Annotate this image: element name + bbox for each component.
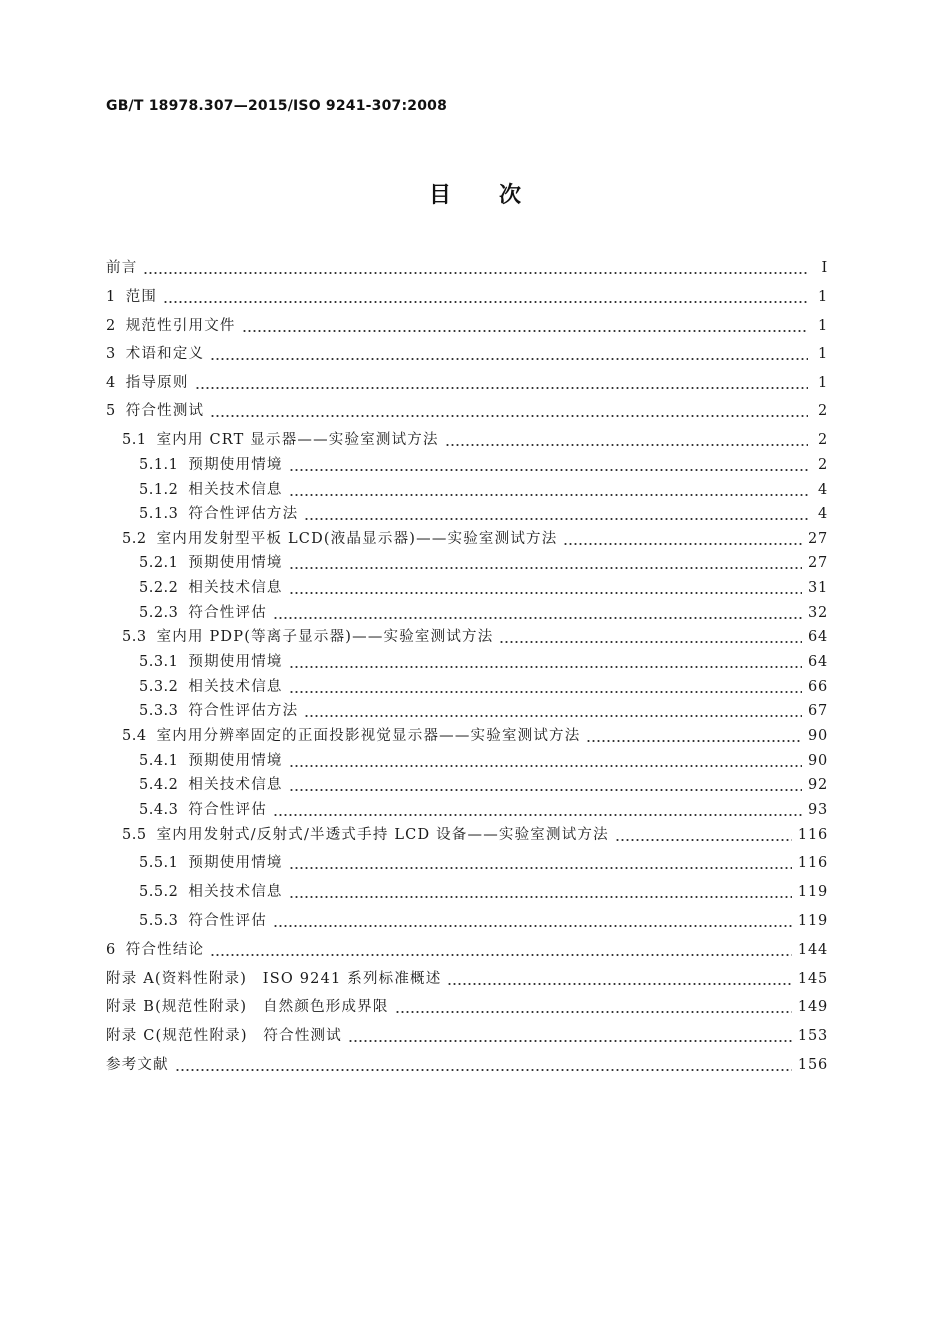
toc-entry-text: 预期使用情境 (188, 855, 283, 871)
leader-dots (447, 969, 791, 989)
leader-dots (348, 1026, 792, 1046)
toc-entry-number: 5.2.3 (139, 605, 179, 621)
toc-entry-number: 5.2.2 (139, 580, 179, 596)
leader-dots (445, 430, 808, 450)
toc-page-number: 31 (807, 580, 828, 596)
toc-entry-6[interactable] (106, 940, 828, 960)
toc-entry-text: 术语和定义 (125, 346, 205, 362)
toc-entry-foreword[interactable] (106, 258, 828, 278)
toc-page-number: 92 (807, 777, 828, 793)
leader-dots (304, 504, 808, 524)
toc-entry-5-1-2[interactable] (139, 480, 828, 500)
toc-page-number: 32 (807, 605, 828, 621)
toc-page-number: 64 (807, 654, 828, 670)
toc-entry-number: 5.2.1 (139, 555, 179, 571)
toc-page-number: 1 (817, 346, 828, 362)
toc-entry-number: 5.1.3 (139, 506, 179, 522)
document-code-header: GB/T 18978.307—2015/ISO 9241-307:2008 (106, 98, 448, 114)
leader-dots (195, 373, 808, 393)
toc-entry-text: 室内用发射式/反射式/半透式手持 LCD 设备——实验室测试方法 (156, 827, 609, 843)
toc-entry-number: 5 (106, 403, 116, 419)
toc-page-number: 1 (817, 375, 828, 391)
toc-page-number: 153 (797, 1028, 828, 1044)
toc-entry-5-3-2[interactable] (139, 677, 828, 697)
toc-entry-number: 5.4 (122, 728, 147, 744)
toc-entry-text: 室内用发射型平板 LCD(液晶显示器)——实验室测试方法 (156, 531, 558, 547)
toc-entry-5-4-1[interactable] (139, 751, 828, 771)
toc-entry-text: 相关技术信息 (188, 777, 283, 793)
toc-page-number: 90 (807, 753, 828, 769)
leader-dots (289, 751, 802, 771)
leader-dots (289, 553, 802, 573)
page-title: 目次 (428, 183, 569, 208)
toc-entry-annex-a[interactable] (106, 969, 828, 989)
toc-entry-5-5[interactable] (122, 825, 828, 845)
toc-entry-number: 5.1 (122, 432, 147, 448)
toc-entry-text: 符合性评估方法 (188, 506, 299, 522)
toc-entry-5-2-1[interactable] (139, 553, 828, 573)
toc-page-number: 2 (817, 432, 828, 448)
toc-entry-text: 相关技术信息 (188, 482, 283, 498)
toc-entry-text: 符合性评估 (188, 605, 267, 621)
toc-page-number: 66 (807, 679, 828, 695)
toc-entry-number: 4 (106, 375, 116, 391)
toc-entry-text: 规范性引用文件 (125, 318, 236, 334)
toc-page-number: 156 (797, 1057, 828, 1073)
toc-entry-5-2[interactable] (122, 529, 828, 549)
toc-entry-number: 5.4.3 (139, 802, 179, 818)
leader-dots (273, 603, 802, 623)
toc-page-number: 2 (817, 457, 828, 473)
leader-dots (210, 940, 792, 960)
toc-entry-text: 参考文献 (106, 1057, 169, 1073)
toc-page-number: 1 (817, 318, 828, 334)
toc-page-number: 149 (797, 999, 828, 1015)
toc-entry-number: 5.3.1 (139, 654, 179, 670)
leader-dots (289, 677, 802, 697)
toc-entry-4[interactable] (106, 373, 828, 393)
toc-entry-5-1-3[interactable] (139, 504, 828, 524)
toc-entry-5-5-3[interactable] (139, 911, 828, 931)
leader-dots (273, 800, 802, 820)
leader-dots (563, 529, 802, 549)
leader-dots (395, 997, 792, 1017)
leader-dots (210, 344, 808, 364)
leader-dots (499, 627, 802, 647)
toc-entry-bibliography[interactable] (106, 1055, 828, 1075)
toc-entry-number: 5.5.1 (139, 855, 179, 871)
toc-entry-number: 2 (106, 318, 116, 334)
toc-page-number: 145 (797, 971, 828, 987)
toc-entry-text: 相关技术信息 (188, 884, 283, 900)
toc-entry-text: 预期使用情境 (188, 654, 283, 670)
leader-dots (304, 701, 802, 721)
toc-entry-annex-b[interactable] (106, 997, 828, 1017)
toc-page-number: Ⅰ (821, 260, 828, 276)
toc-entry-number: 5.2 (122, 531, 147, 547)
toc-entry-text: 符合性结论 (125, 942, 205, 958)
toc-page-number: 27 (807, 531, 828, 547)
toc-entry-text: 预期使用情境 (188, 457, 283, 473)
toc-page-number: 116 (797, 855, 828, 871)
toc-entry-text: 室内用分辨率固定的正面投影视觉显示器——实验室测试方法 (156, 728, 581, 744)
leader-dots (289, 455, 808, 475)
leader-dots (289, 578, 802, 598)
leader-dots (289, 652, 802, 672)
toc-entry-number: 5.4.1 (139, 753, 179, 769)
toc-page-number: 4 (817, 506, 828, 522)
leader-dots (210, 401, 808, 421)
toc-entry-text: 附录 A(资料性附录) ISO 9241 系列标准概述 (106, 971, 442, 987)
toc-page-number: 116 (797, 827, 828, 843)
toc-page-number: 64 (807, 629, 828, 645)
toc-page-number: 144 (797, 942, 828, 958)
toc-entry-text: 室内用 CRT 显示器——实验室测试方法 (156, 432, 439, 448)
toc-entry-annex-c[interactable] (106, 1026, 828, 1046)
toc-entry-text: 符合性评估方法 (188, 703, 299, 719)
toc-entry-number: 1 (106, 289, 116, 305)
toc-entry-text: 符合性评估 (188, 802, 267, 818)
toc-page-number: 93 (807, 802, 828, 818)
toc-entry-text: 相关技术信息 (188, 679, 283, 695)
toc-entry-number: 5.5.2 (139, 884, 179, 900)
toc-entry-text: 前言 (106, 260, 138, 276)
toc-entry-number: 5.3 (122, 629, 147, 645)
toc-entry-number: 6 (106, 942, 116, 958)
leader-dots (586, 726, 801, 746)
toc-entry-5-3-3[interactable] (139, 701, 828, 721)
toc-entry-number: 5.1.1 (139, 457, 179, 473)
leader-dots (242, 316, 808, 336)
toc-page-number: 4 (817, 482, 828, 498)
toc-entry-number: 5.5.3 (139, 913, 179, 929)
leader-dots (273, 911, 792, 931)
toc-entry-2[interactable] (106, 316, 828, 336)
toc-entry-1[interactable] (106, 287, 828, 307)
toc-entry-number: 3 (106, 346, 116, 362)
toc-entry-5-5-1[interactable] (139, 853, 828, 873)
toc-entry-text: 相关技术信息 (188, 580, 283, 596)
leader-dots (175, 1055, 792, 1075)
toc-entry-text: 符合性评估 (188, 913, 267, 929)
toc-entry-5-3[interactable] (122, 627, 828, 647)
toc-entry-text: 室内用 PDP(等离子显示器)——实验室测试方法 (156, 629, 494, 645)
toc-entry-5-2-3[interactable] (139, 603, 828, 623)
toc-entry-number: 5.3.3 (139, 703, 179, 719)
leader-dots (615, 825, 792, 845)
leader-dots (289, 853, 792, 873)
leader-dots (163, 287, 808, 307)
toc-entry-5-4-3[interactable] (139, 800, 828, 820)
toc-entry-text: 附录 C(规范性附录) 符合性测试 (106, 1028, 342, 1044)
toc-entry-5-3-1[interactable] (139, 652, 828, 672)
toc-page-number: 119 (797, 913, 828, 929)
leader-dots (143, 258, 808, 278)
toc-entry-number: 5.3.2 (139, 679, 179, 695)
toc-entry-text: 指导原则 (125, 375, 189, 391)
toc-entry-text: 附录 B(规范性附录) 自然颜色形成界限 (106, 999, 389, 1015)
toc-page-number: 2 (817, 403, 828, 419)
toc-page-number: 67 (807, 703, 828, 719)
toc-entry-text: 预期使用情境 (188, 555, 283, 571)
toc-entry-5-5-2[interactable] (139, 882, 828, 902)
toc-entry-5-4-2[interactable] (139, 775, 828, 795)
toc-entry-5-1-1[interactable] (139, 455, 828, 475)
toc-entry-text: 预期使用情境 (188, 753, 283, 769)
toc-page-number: 27 (807, 555, 828, 571)
toc-entry-3[interactable] (106, 344, 828, 364)
toc-page-number: 1 (817, 289, 828, 305)
toc-page-number: 90 (807, 728, 828, 744)
toc-entry-number: 5.1.2 (139, 482, 179, 498)
toc-entry-5-4[interactable] (122, 726, 828, 746)
toc-entry-5-2-2[interactable] (139, 578, 828, 598)
leader-dots (289, 882, 792, 902)
leader-dots (289, 480, 808, 500)
toc-page-number: 119 (797, 884, 828, 900)
toc-entry-text: 符合性测试 (125, 403, 205, 419)
leader-dots (289, 775, 802, 795)
toc-entry-5[interactable] (106, 401, 828, 421)
toc-entry-number: 5.5 (122, 827, 147, 843)
toc-entry-5-1[interactable] (122, 430, 828, 450)
toc-entry-text: 范围 (125, 289, 158, 305)
toc-entry-number: 5.4.2 (139, 777, 179, 793)
